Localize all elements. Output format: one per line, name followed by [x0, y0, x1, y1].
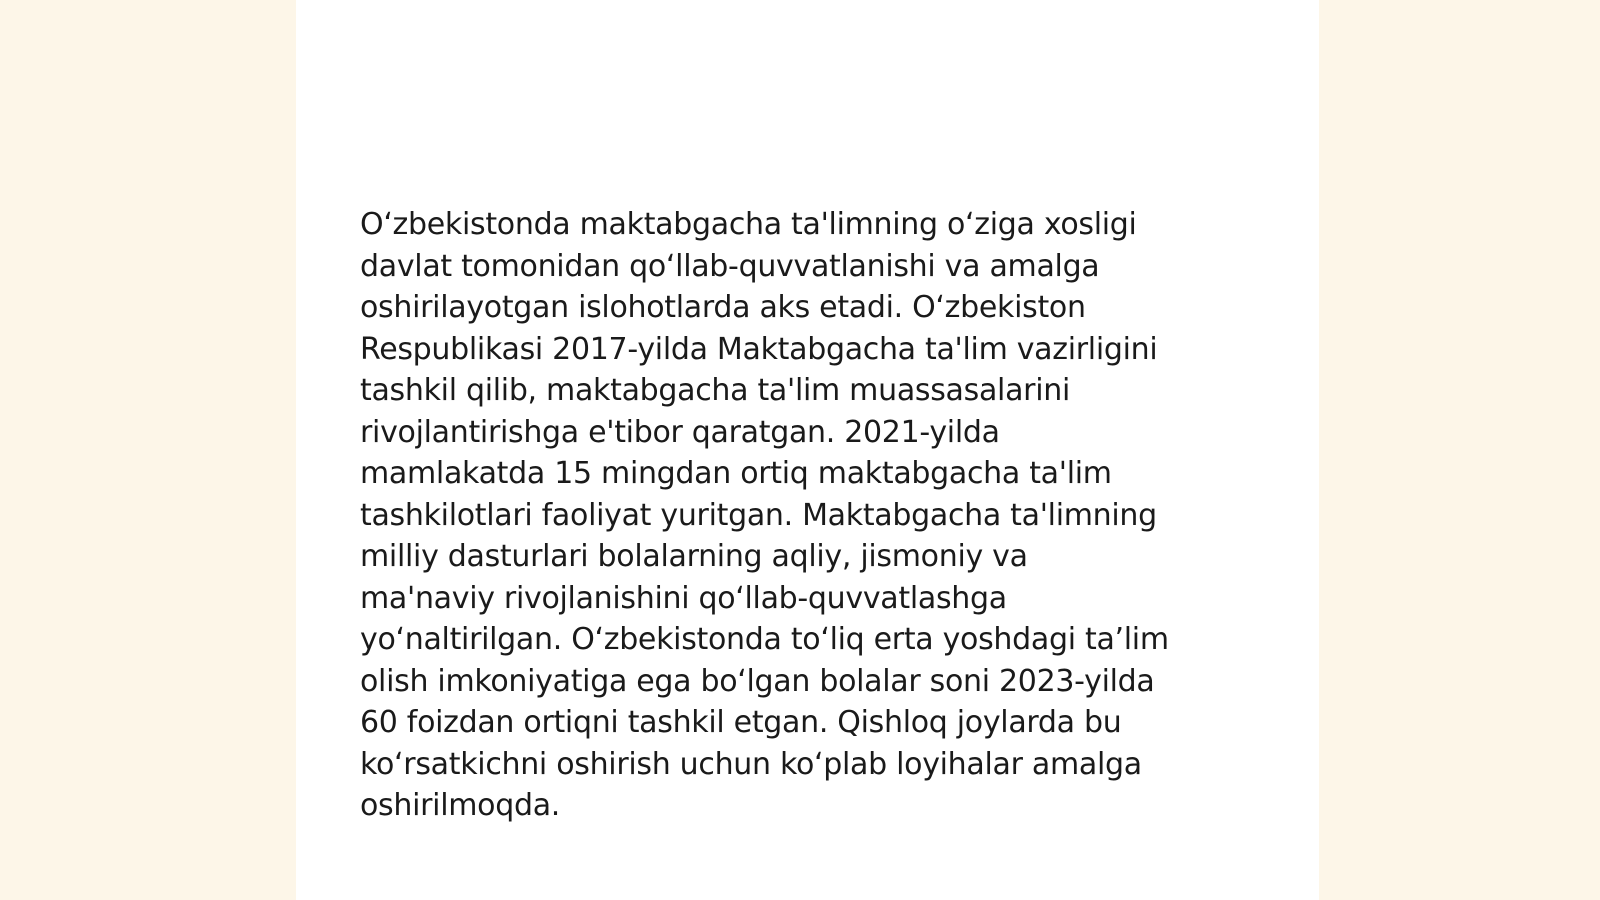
slide-body-text: Oʻzbekistonda maktabgacha ta'limning oʻziga xosligi davlat tomonidan qoʻllab-quvvatlanishi va amalga oshirilayotgan islohotlarda aks etadi. Oʻzbekiston Respublikasi 2017-yilda Maktabgacha ta'lim vazirligini tashkil qilib, maktabgacha ta'lim muassasalarini rivojlantirishga e'tibor qaratgan. 2021-yilda mamlakatda 15 mingdan ortiq maktabgacha ta'lim tashkilotlari faoliyat yuritgan. Maktabgacha ta'limning milliy dasturlari bolalarning aqliy, jismoniy va ma'naviy rivojlanishini qoʻllab-quvvatlashga yoʻnaltirilgan. Oʻzbekistonda toʻliq erta yoshdagi taʼlim olish imkoniyatiga ega boʻlgan bolalar soni 2023-yilda 60 foizdan ortiqni tashkil etgan. Qishloq joylarda bu koʻrsatkichni oshirish uchun koʻplab loyihalar amalga oshirilmoqda.: [360, 207, 1169, 823]
right-margin-background: [1319, 0, 1600, 900]
left-margin-background: [0, 0, 296, 900]
slide-page: [296, 0, 1319, 900]
